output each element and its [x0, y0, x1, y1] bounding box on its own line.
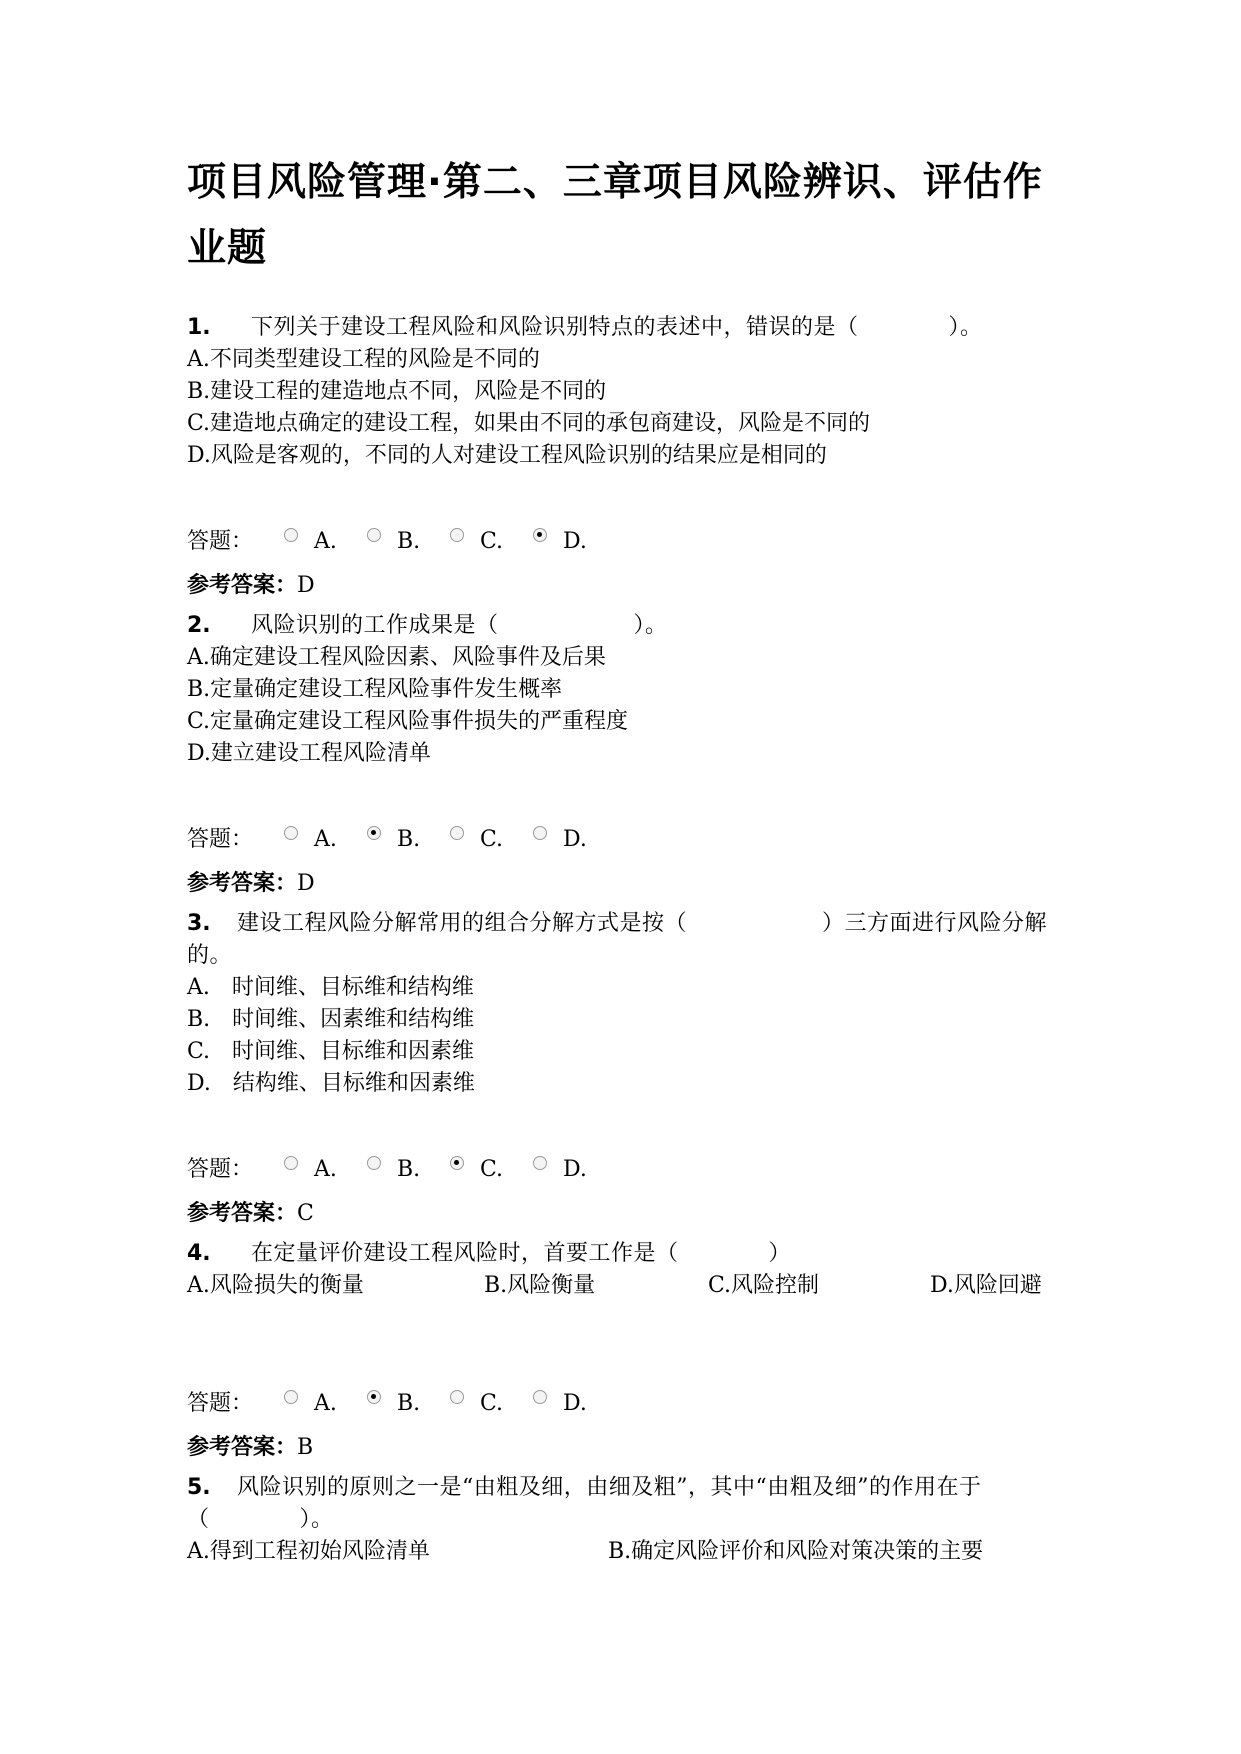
- radio-c[interactable]: [450, 826, 464, 840]
- option-a-label: A.: [314, 1157, 337, 1182]
- question-stem: 下列关于建设工程风险和风险识别特点的表述中，错误的是（ ）。: [251, 315, 983, 340]
- choice-a: A.确定建设工程风险因素、风险事件及后果: [187, 645, 606, 670]
- choice-d-text: D.风险回避: [930, 1273, 1042, 1298]
- reference-value: B: [297, 1435, 314, 1460]
- reference-answer-4: [187, 1432, 313, 1464]
- radio-b[interactable]: [367, 826, 381, 840]
- choice-a: A. 时间维、目标维和结构维: [187, 975, 474, 1000]
- choice-b: B.确定风险评价和风险对策决策的主要: [608, 1539, 984, 1564]
- answer-label: 答题：: [187, 827, 254, 852]
- option-a-label: A.: [314, 827, 337, 852]
- option-c-label: C.: [480, 1157, 504, 1182]
- question-number: 1.: [187, 315, 211, 340]
- reference-label: 参考答案：: [187, 871, 298, 896]
- answer-row-1: [187, 526, 609, 558]
- choice-d: D.风险是客观的，不同的人对建设工程风险识别的结果应是相同的: [187, 443, 827, 468]
- question-5: [187, 1472, 1057, 1536]
- answer-row-3: [187, 1154, 609, 1186]
- question-2: [187, 610, 668, 642]
- option-d-label: D.: [563, 827, 587, 852]
- reference-answer-1: [187, 570, 315, 602]
- answer-label: 答题：: [187, 529, 254, 554]
- choice-d: [930, 1270, 1070, 1302]
- option-d-label: D.: [563, 529, 587, 554]
- question-stem: 风险识别的工作成果是（ ）。: [251, 613, 668, 638]
- option-d-label: D.: [563, 1157, 587, 1182]
- radio-a[interactable]: [284, 826, 298, 840]
- radio-c[interactable]: [450, 1390, 464, 1404]
- option-d-label: D.: [563, 1391, 587, 1416]
- question-4: [187, 1238, 791, 1270]
- radio-d[interactable]: [533, 1156, 547, 1170]
- reference-label: 参考答案：: [187, 1435, 298, 1460]
- choice-b: B.定量确定建设工程风险事件发生概率: [187, 677, 563, 702]
- radio-d[interactable]: [533, 826, 547, 840]
- option-b-label: B.: [397, 1157, 421, 1182]
- choice-d: D. 结构维、目标维和因素维: [187, 1071, 475, 1096]
- question-number: 5.: [187, 1475, 211, 1500]
- option-c-label: C.: [480, 1391, 504, 1416]
- reference-value: D: [297, 573, 315, 598]
- choice-c: C.建造地点确定的建设工程，如果由不同的承包商建设，风险是不同的: [187, 411, 871, 436]
- option-b-label: B.: [397, 529, 421, 554]
- reference-label: 参考答案：: [187, 1201, 298, 1226]
- option-b-label: B.: [397, 827, 421, 852]
- choice-c: C. 时间维、目标维和因素维: [187, 1039, 475, 1064]
- radio-d[interactable]: [533, 528, 547, 542]
- choice-d: D.建立建设工程风险清单: [187, 741, 431, 766]
- answer-row-4: [187, 1388, 609, 1420]
- choice-b: B. 时间维、因素维和结构维: [187, 1007, 475, 1032]
- question-3: [187, 908, 1057, 972]
- answer-label: 答题：: [187, 1157, 254, 1182]
- option-a-label: A.: [314, 1391, 337, 1416]
- choice-a: A.不同类型建设工程的风险是不同的: [187, 347, 540, 372]
- option-b-label: B.: [397, 1391, 421, 1416]
- radio-b[interactable]: [367, 1156, 381, 1170]
- question-stem: 建设工程风险分解常用的组合分解方式是按（ ）三方面进行风险分解的。: [187, 911, 1048, 968]
- radio-a[interactable]: [284, 528, 298, 542]
- choice-a: A.得到工程初始风险清单: [187, 1539, 430, 1564]
- choice-c: C.风险控制: [708, 1273, 820, 1298]
- choice-a: A.风险损失的衡量: [187, 1273, 364, 1298]
- question-number: 3.: [187, 911, 211, 936]
- option-a-label: A.: [314, 529, 337, 554]
- choice-b: B.建设工程的建造地点不同，风险是不同的: [187, 379, 607, 404]
- reference-label: 参考答案：: [187, 573, 298, 598]
- radio-c[interactable]: [450, 528, 464, 542]
- question-stem: 风险识别的原则之一是“由粗及细，由细及粗”，其中“由粗及细”的作用在于（ ）。: [187, 1475, 982, 1532]
- reference-answer-2: [187, 868, 315, 900]
- question-1: [187, 312, 983, 344]
- reference-value: C: [297, 1201, 314, 1226]
- radio-c[interactable]: [450, 1156, 464, 1170]
- choice-b: B.风险衡量: [484, 1273, 596, 1298]
- radio-a[interactable]: [284, 1390, 298, 1404]
- reference-value: D: [297, 871, 315, 896]
- choice-c: C.定量确定建设工程风险事件损失的严重程度: [187, 709, 629, 734]
- question-number: 2.: [187, 613, 211, 638]
- page-title: 项目风险管理·第二、三章项目风险辨识、评估作业题: [187, 160, 1043, 271]
- radio-d[interactable]: [533, 1390, 547, 1404]
- radio-a[interactable]: [284, 1156, 298, 1170]
- question-stem: 在定量评价建设工程风险时，首要工作是（ ）: [251, 1241, 792, 1266]
- option-c-label: C.: [480, 827, 504, 852]
- reference-answer-3: [187, 1198, 314, 1230]
- radio-b[interactable]: [367, 528, 381, 542]
- answer-row-2: [187, 824, 609, 856]
- question-number: 4.: [187, 1241, 211, 1266]
- answer-label: 答题：: [187, 1391, 254, 1416]
- radio-b[interactable]: [367, 1390, 381, 1404]
- option-c-label: C.: [480, 529, 504, 554]
